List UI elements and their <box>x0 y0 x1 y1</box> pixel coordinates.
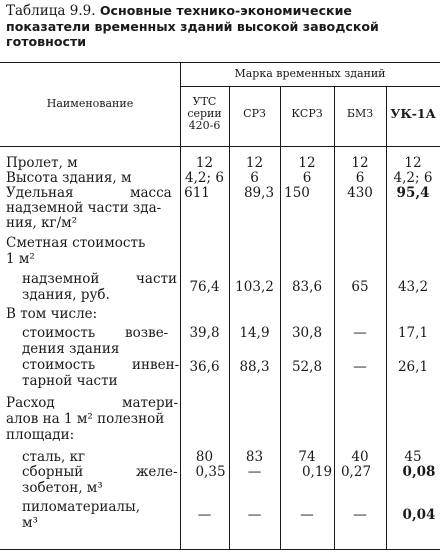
row-span-label: Пролет, м <box>6 155 78 171</box>
cell: 80 <box>195 449 214 465</box>
cell: 12 <box>195 155 214 171</box>
cell: — <box>247 464 262 480</box>
cell: 76,4 <box>189 279 220 295</box>
row-cost-label-l2: 1 м² <box>6 251 35 267</box>
row-mass-label-l1a: Удельная <box>6 185 74 201</box>
cell: 88,3 <box>239 359 270 375</box>
cell: 26,1 <box>397 359 429 375</box>
cell: 52,8 <box>291 359 323 375</box>
header-col-uts-line1: УТС <box>192 95 217 108</box>
row-cost-label-l1: Сметная стоимость <box>6 235 146 251</box>
cell: 30,8 <box>291 325 323 341</box>
table-caption <box>6 3 434 49</box>
cell: — <box>197 507 212 523</box>
cell: 12 <box>404 155 422 171</box>
cell: 95,4 <box>396 185 430 201</box>
row-inventory-label-l1b: инвен- <box>132 357 180 373</box>
cell: — <box>300 507 314 523</box>
row-mass-label-l1b: масса <box>130 185 172 201</box>
cell: 65 <box>351 279 369 295</box>
row-mass-label-l3: ния, кг/м² <box>6 215 78 231</box>
cell: 74 <box>298 449 316 465</box>
caption-title-line2: показатели временных зданий высокой заводской <box>6 19 379 34</box>
cell: 6 <box>250 170 259 186</box>
cell: 14,9 <box>239 325 270 341</box>
cell: 45 <box>404 449 422 465</box>
cell: 12 <box>298 155 316 171</box>
row-erect-label-l1b: возве- <box>125 325 169 341</box>
header-col-uk1a: УК-1А <box>390 106 436 121</box>
row-consumption-label-l3: площади: <box>6 427 75 443</box>
cell: 12 <box>245 155 264 171</box>
header-col-uts-line3: 420-6 <box>188 119 221 132</box>
cell: 36,6 <box>189 359 220 375</box>
row-erect-label-l1a: стоимость <box>22 325 96 341</box>
cell: 0,04 <box>402 507 436 523</box>
caption-prefix: Таблица 9.9. <box>6 3 96 19</box>
cell: 40 <box>351 449 369 465</box>
header-name-column: Наименование <box>46 97 134 110</box>
table-bottom-rule <box>0 549 440 550</box>
row-height-label: Высота здания, м <box>6 170 132 186</box>
column-divider <box>180 62 181 549</box>
cell: 83 <box>245 449 264 465</box>
row-above-label-l2: здания, руб. <box>22 287 110 303</box>
cell: 6 <box>355 170 365 186</box>
row-above-label-l1a: надземной <box>22 271 100 287</box>
cell: — <box>247 507 262 523</box>
header-col-ksrz: КСРЗ <box>291 107 323 120</box>
cell: 43,2 <box>397 279 429 295</box>
row-consumption-label-l1a: Расход <box>6 395 55 411</box>
cell: — <box>353 507 367 523</box>
header-bottom-rule <box>0 146 440 147</box>
row-incl-label: В том числе: <box>6 306 98 322</box>
group-header-rule <box>180 86 440 87</box>
cell: 103,2 <box>235 279 274 295</box>
row-mass-label-l2: надземной части зда- <box>6 200 162 216</box>
cell: 430 <box>347 185 373 201</box>
cell: — <box>353 325 367 341</box>
row-inventory-label-l1a: стоимость <box>22 357 96 373</box>
cell: 0,08 <box>402 464 436 480</box>
cell: — <box>353 359 367 375</box>
cell: 89,3 <box>243 185 275 201</box>
row-consumption-label-l2: алов на 1 м² полезной <box>6 411 165 427</box>
header-col-uts-line2: серии <box>187 107 222 120</box>
header-col-bmz: БМЗ <box>346 107 374 120</box>
row-above-label-l1b: части <box>136 271 178 287</box>
cell: 4,2; 6 <box>393 170 433 186</box>
cell: 0,27 <box>340 464 372 480</box>
cell: 83,6 <box>291 279 323 295</box>
row-inventory-label-l2: тарной части <box>22 373 118 389</box>
header-group: Марка временных зданий <box>234 67 386 80</box>
cell: 150 <box>284 185 310 201</box>
row-erect-label-l2: дения здания <box>22 341 120 357</box>
cell: 6 <box>302 170 312 186</box>
caption-title-line3: готовности <box>6 34 87 49</box>
row-concrete-label-l2: зобетон, м³ <box>22 480 103 496</box>
cell: 39,8 <box>189 325 220 341</box>
header-col-srz: СРЗ <box>243 107 266 120</box>
row-concrete-label-l1a: сборный <box>22 464 84 480</box>
cell: 611 <box>184 185 210 201</box>
header-col-uts <box>180 96 229 132</box>
cell: 12 <box>351 155 369 171</box>
row-consumption-label-l1b: матери- <box>122 395 179 411</box>
row-concrete-label-l1b: желе- <box>136 464 178 480</box>
cell: 0,35 <box>195 464 226 480</box>
row-lumber-label-l1: пиломатериалы, <box>22 499 141 515</box>
caption-title-line1: Основные технико-экономические <box>99 3 352 18</box>
table-top-rule <box>0 62 440 63</box>
row-steel-label: сталь, кг <box>22 449 86 465</box>
cell: 0,19 <box>301 464 333 480</box>
row-lumber-label-l2: м³ <box>22 515 38 531</box>
cell: 4,2; 6 <box>185 170 224 186</box>
cell: 17,1 <box>397 325 429 341</box>
